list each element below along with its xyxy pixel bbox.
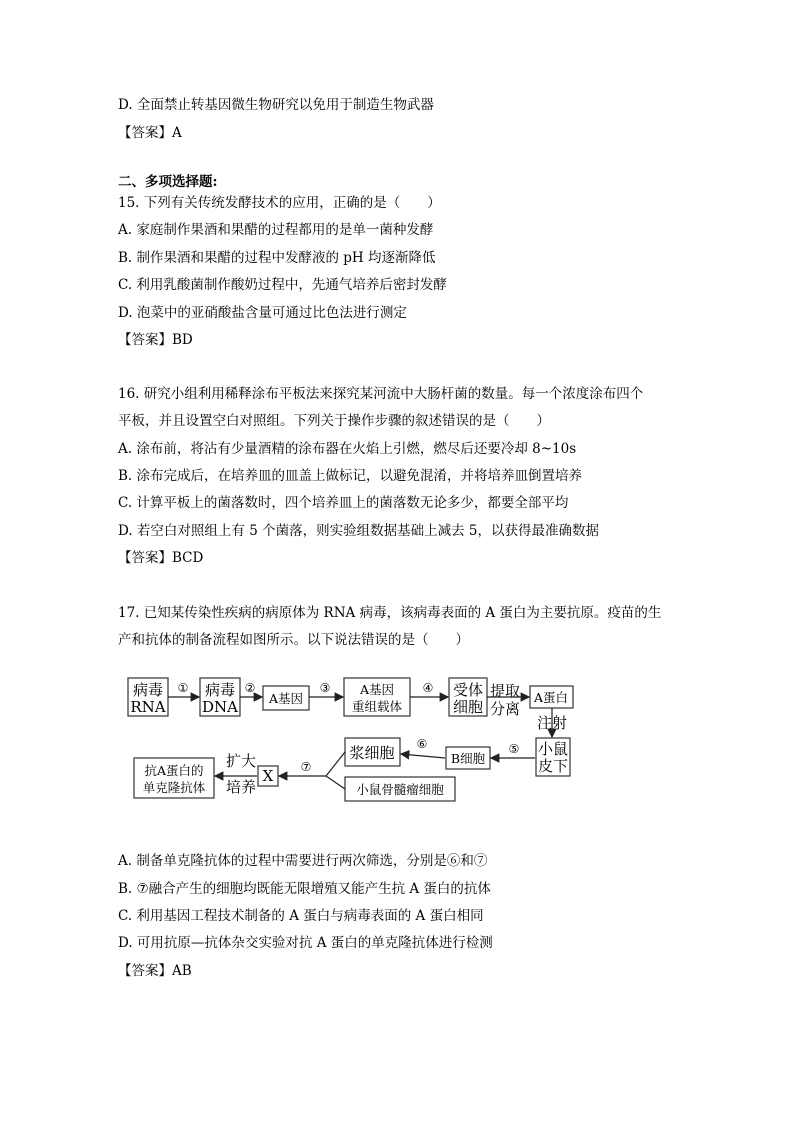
- q17-option-d: D. 可用抗原—抗体杂交实验对抗 A 蛋白的单克隆抗体进行检测: [118, 935, 493, 951]
- arrow-7-plasma: [279, 752, 345, 776]
- b-cell-label: B细胞: [450, 751, 486, 766]
- receptor-cell-box: [449, 678, 487, 716]
- myeloma-label: 小鼠骨髓瘤细胞: [356, 782, 444, 797]
- gene-a-box: [263, 686, 309, 710]
- q15-option-b: B. 制作果酒和果醋的过程中发酵液的 pH 均逐渐降低: [118, 250, 436, 266]
- virus-dna-box: [200, 678, 240, 716]
- q15-option-d: D. 泡菜中的亚硝酸盐含量可通过比色法进行测定: [118, 305, 407, 321]
- receptor-line1: 受体: [452, 681, 484, 699]
- step-3: ③: [319, 681, 331, 695]
- protein-a-box: [530, 686, 573, 708]
- arrow-7-myeloma: [326, 776, 345, 789]
- recombinant-line2: 重组载体: [351, 699, 403, 714]
- virus-dna-line1: 病毒: [204, 681, 236, 699]
- antibody-line1: 抗A蛋白的: [144, 763, 204, 778]
- q16-option-b: B. 涂布完成后，在培养皿的皿盖上做标记，以避免混淆，并将培养皿倒置培养: [118, 468, 583, 484]
- virus-rna-box: [128, 678, 168, 716]
- q16-answer: 【答案】BCD: [118, 550, 204, 566]
- q16-option-c: C. 计算平板上的菌落数时，四个培养皿上的菌落数无论多少，都要全部平均: [118, 495, 569, 511]
- q17-stem-line1: 17. 已知某传染性疾病的病原体为 RNA 病毒，该病毒表面的 A 蛋白为主要抗原。疫苗的生: [118, 605, 662, 621]
- expand-line2: 培养: [225, 778, 257, 796]
- step-1: ①: [177, 681, 189, 695]
- q15-answer: 【答案】BD: [118, 332, 193, 348]
- q17-option-a: A. 制备单克隆抗体的过程中需要进行两次筛选，分别是⑥和⑦: [118, 853, 488, 869]
- antibody-flow-diagram: [124, 668, 594, 808]
- step-6: ⑥: [416, 737, 428, 751]
- virus-rna-line1: 病毒: [132, 681, 164, 699]
- step-2: ②: [244, 681, 256, 695]
- plasma-cell-box: [345, 738, 400, 766]
- arrow-6: [401, 754, 445, 758]
- mouse-box: [536, 738, 570, 776]
- q17-stem-line2: 产和抗体的制备流程如图所示。以下说法错误的是（ ）: [118, 632, 469, 648]
- recombinant-vector-box: [344, 678, 410, 716]
- q14-answer: 【答案】A: [118, 125, 182, 141]
- q16-stem-line2: 平板，并且设置空白对照组。下列关于操作步骤的叙述错误的是（ ）: [118, 413, 550, 429]
- extract-line2: 分离: [489, 700, 521, 718]
- inject-label: 注射: [536, 714, 568, 732]
- extract-line1: 提取: [489, 682, 521, 700]
- q17-answer: 【答案】AB: [118, 963, 192, 979]
- q16-option-d: D. 若空白对照组上有 5 个菌落，则实验组数据基础上减去 5，以获得最准确数据: [118, 523, 599, 539]
- virus-rna-line2: RNA: [130, 698, 166, 716]
- recombinant-line1: A基因: [359, 682, 395, 697]
- section-title: 二、多项选择题:: [118, 174, 218, 190]
- virus-dna-line2: DNA: [202, 698, 238, 716]
- q15-option-a: A. 家庭制作果酒和果醋的过程都用的是单一菌种发酵: [118, 222, 434, 238]
- antibody-line2: 单克隆抗体: [142, 780, 206, 795]
- x-label: X: [262, 767, 274, 785]
- step-7: ⑦: [300, 760, 312, 774]
- mouse-line2: 皮下: [537, 757, 569, 775]
- expand-line1: 扩大: [225, 752, 257, 770]
- receptor-line2: 细胞: [452, 698, 484, 716]
- q14-option-d: D. 全面禁止转基因微生物研究以免用于制造生物武器: [118, 97, 434, 113]
- plasma-cell-label: 浆细胞: [349, 744, 395, 762]
- q17-option-b: B. ⑦融合产生的细胞均既能无限增殖又能产生抗 A 蛋白的抗体: [118, 881, 491, 897]
- antibody-box: [134, 758, 214, 798]
- q17-option-c: C. 利用基因工程技术制备的 A 蛋白与病毒表面的 A 蛋白相同: [118, 908, 484, 924]
- q15-option-c: C. 利用乳酸菌制作酸奶过程中，先通气培养后密封发酵: [118, 277, 447, 293]
- step-5: ⑤: [508, 742, 520, 756]
- gene-a-label: A基因: [268, 691, 304, 706]
- b-cell-box: [446, 747, 490, 769]
- step-4: ④: [422, 681, 434, 695]
- x-box: [258, 766, 278, 786]
- q16-stem-line1: 16. 研究小组利用稀释涂布平板法来探究某河流中大肠杆菌的数量。每一个浓度涂布四个: [118, 386, 644, 402]
- mouse-line1: 小鼠: [537, 740, 569, 758]
- q16-option-a: A. 涂布前，将沾有少量酒精的涂布器在火焰上引燃，燃尽后还要冷却 8~10s: [118, 441, 577, 457]
- q15-stem: 15. 下列有关传统发酵技术的应用，正确的是（ ）: [118, 195, 441, 211]
- myeloma-box: [345, 777, 455, 801]
- protein-a-label: A蛋白: [533, 690, 569, 705]
